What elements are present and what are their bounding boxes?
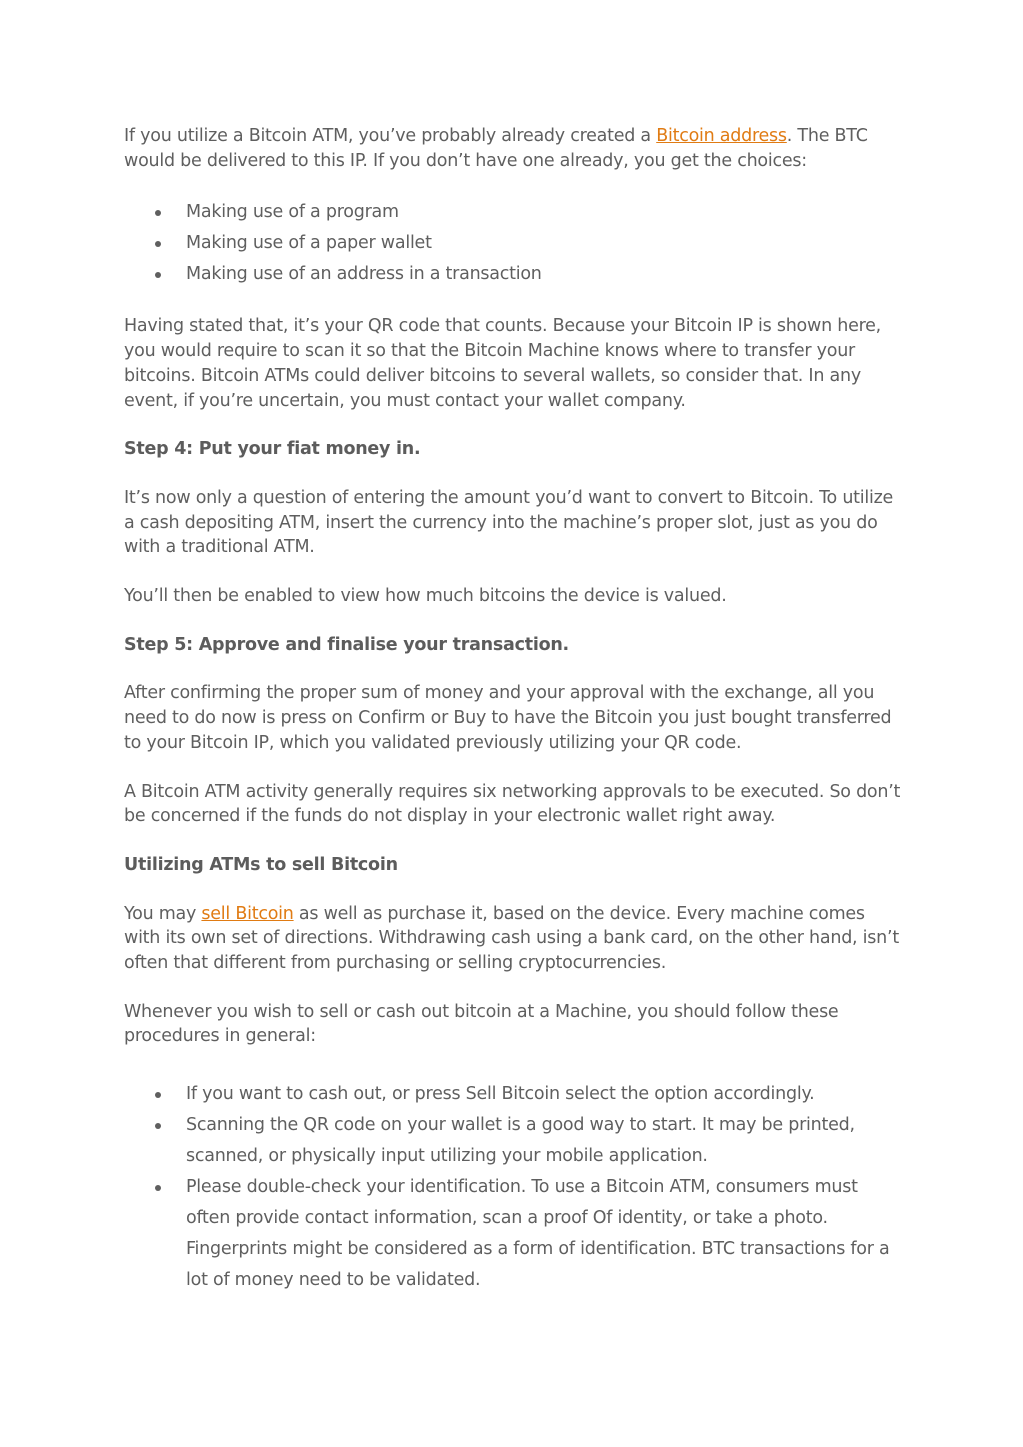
sell-steps-list xyxy=(124,1079,904,1296)
list-item-text: Making use of a paper wallet xyxy=(186,233,432,254)
bullet-icon xyxy=(155,210,161,216)
procedures-paragraph: Whenever you wish to sell or cash out bitcoin at a Machine, you should follow these procedures in general: xyxy=(124,1001,839,1047)
list-item xyxy=(124,259,904,290)
list-item-text: Making use of an address in a transaction xyxy=(186,264,542,285)
list-item-text: Scanning the QR code on your wallet is a good way to start. It may be printed, scanned, or physically input utilizing your mobile application. xyxy=(186,1115,855,1167)
intro-text-start: If you utilize a Bitcoin ATM, you’ve probably already created a xyxy=(124,126,657,146)
sell-bitcoin-heading: Utilizing ATMs to sell Bitcoin xyxy=(124,854,398,875)
bullet-icon xyxy=(155,1092,161,1098)
confirm-paragraph: After confirming the proper sum of money and your approval with the exchange, all you need to do now is press on Confirm or Buy to have the Bitcoin you just bought transferred to your Bitcoin IP, which you validated previously utilizing your QR code. xyxy=(124,683,892,753)
bullet-icon xyxy=(155,1123,161,1129)
wallet-options-list xyxy=(124,197,904,290)
bitcoin-address-link[interactable]: Bitcoin address xyxy=(656,126,787,146)
step-5-heading: Step 5: Approve and finalise your transaction. xyxy=(124,634,569,655)
sell-text-start: You may xyxy=(124,903,202,924)
sell-paragraph xyxy=(124,902,904,976)
list-item xyxy=(124,228,904,259)
bullet-icon xyxy=(155,241,161,247)
intro-paragraph xyxy=(124,124,904,173)
sell-text-end: as well as purchase it, based on the device. Every machine comes with its own set of directions. Withdrawing cash using a bank card, on the other hand, isn’t often that different from purchasing or selling cryptocurrencies. xyxy=(124,903,899,974)
list-item-text: If you want to cash out, or press Sell Bitcoin select the option accordingly. xyxy=(186,1084,815,1105)
list-item xyxy=(124,1110,904,1172)
approvals-paragraph: A Bitcoin ATM activity generally requires six networking approvals to be executed. So don’t be concerned if the funds do not display in your electronic wallet right away. xyxy=(124,781,901,827)
qr-code-paragraph: Having stated that, it’s your QR code that counts. Because your Bitcoin IP is shown here, you would require to scan it so that the Bitcoin Machine knows where to transfer your bitcoins. Bitcoin ATMs could deliver bitcoins to several wallets, so consider that. In any event, if you’re uncertain, you must contact your wallet company. xyxy=(124,316,881,411)
intro-text-end: . The BTC would be delivered to this IP. If you don’t have one already, you get the choices: xyxy=(124,126,868,171)
list-item xyxy=(124,1079,904,1110)
list-item-text: Making use of a program xyxy=(186,202,399,223)
step-4-heading: Step 4: Put your fiat money in. xyxy=(124,439,421,460)
list-item xyxy=(124,1172,904,1296)
value-paragraph: You’ll then be enabled to view how much bitcoins the device is valued. xyxy=(124,586,727,607)
bullet-icon xyxy=(155,1185,161,1191)
bullet-icon xyxy=(155,272,161,278)
deposit-paragraph: It’s now only a question of entering the amount you’d want to convert to Bitcoin. To utilize a cash depositing ATM, insert the currency into the machine’s proper slot, just as you do with a traditional ATM. xyxy=(124,487,894,558)
list-item-text: Please double-check your identification. To use a Bitcoin ATM, consumers must often provide contact information, scan a proof Of identity, or take a photo. Fingerprints might be considered as a form of identification. BTC transactions for a lot of money need to be validated. xyxy=(186,1177,890,1291)
list-item xyxy=(124,197,904,228)
sell-bitcoin-link[interactable]: sell Bitcoin xyxy=(201,903,294,924)
document-page xyxy=(124,124,904,1320)
